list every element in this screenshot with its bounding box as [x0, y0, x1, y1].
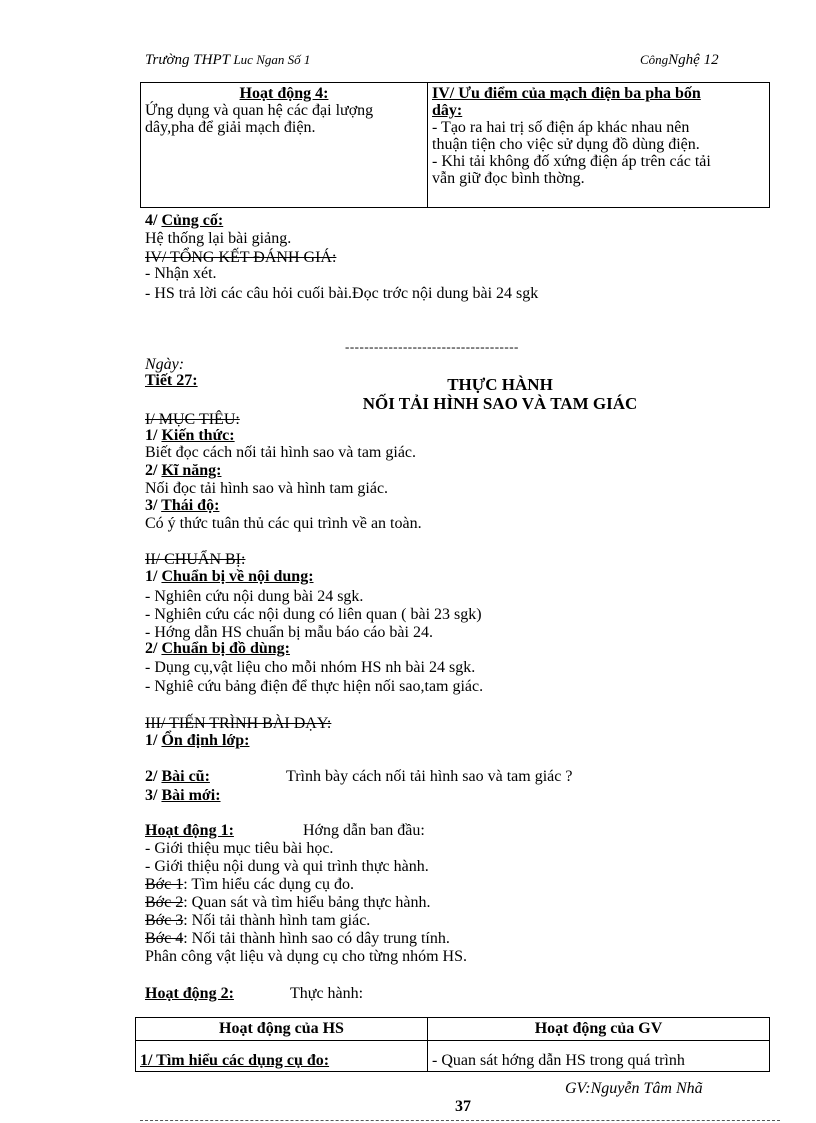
kien-thuc-text: Biết đọc cách nối tải hình sao và tam giác. — [145, 444, 417, 461]
bai-cu-text: Trình bày cách nối tải hình sao và tam giác ? — [286, 768, 573, 785]
advantages-line: thuận tiện cho việc sử dụng đồ dùng điện. — [432, 136, 700, 153]
hd1-step — [145, 930, 450, 948]
bai-cu-prefix: 2/ — [145, 768, 162, 785]
ki-nang-prefix: 2/ — [145, 462, 162, 479]
chuan-bi-dd-prefix: 2/ — [145, 640, 162, 657]
top-table-left — [141, 83, 428, 208]
hd2-row1-right: - Quan sát hớng dẫn HS trong quá trình — [432, 1052, 685, 1069]
on-dinh-prefix: 1/ — [145, 732, 162, 749]
hd2-col-gv: Hoạt động của GV — [428, 1018, 770, 1041]
hd2-title: Thực hành: — [290, 985, 364, 1002]
chuan-bi-nd-prefix: 1/ — [145, 568, 162, 585]
bai-moi-prefix: 3/ — [145, 787, 162, 804]
hd1-step — [145, 912, 370, 930]
bai-cu-heading — [145, 768, 210, 786]
header-school — [145, 52, 310, 69]
muc-tieu-heading: I/ MỤC TIÊU: — [145, 411, 240, 428]
footer-rule — [140, 1120, 780, 1121]
bai-cu-label: Bài cũ: — [161, 768, 210, 785]
period-label: Tiết 27: — [145, 372, 198, 389]
tong-ket-line: - HS trả lời các câu hỏi cuối bài.Đọc trớc nội dung bài 24 sgk — [145, 285, 539, 302]
cung-co-prefix: 4/ — [145, 212, 162, 229]
header-school-name: Luc Ngan Số 1 — [233, 52, 311, 67]
chuan-bi-nd-heading — [145, 568, 314, 586]
hd2-row1-left-cell — [136, 1041, 428, 1072]
tong-ket-heading: IV/ TỔNG KẾT ĐÁNH GIÁ: — [145, 249, 337, 266]
hd1-step-label: Bớc 1 — [145, 876, 184, 893]
thai-do-text: Có ý thức tuân thủ các qui trình về an toàn. — [145, 515, 422, 532]
advantages-heading-2: dây: — [432, 102, 463, 119]
hd1-step-label: Bớc 3 — [145, 912, 184, 929]
on-dinh-label: Ổn định lớp: — [161, 732, 250, 749]
hd1-step-label: Bớc 2 — [145, 894, 184, 911]
header-school-label: Trường THPT — [145, 52, 230, 68]
thai-do-prefix: 3/ — [145, 497, 162, 514]
hd1-line: - Giới thiệu nội dung và qui trình thực hành. — [145, 858, 429, 875]
chuan-bi-nd-label: Chuẩn bị về nội dung: — [161, 568, 314, 585]
chuan-bi-dd-heading — [145, 640, 290, 658]
chuan-bi-nd-line: - Nghiên cứu nội dung bài 24 sgk. — [145, 588, 364, 605]
top-table — [140, 82, 770, 208]
kien-thuc-prefix: 1/ — [145, 427, 162, 444]
separator: ------------------------------------ — [345, 339, 519, 354]
date-label: Ngày: — [145, 356, 185, 373]
ki-nang-text: Nối đọc tải hình sao và hình tam giác. — [145, 480, 389, 497]
header-subject-2: Nghệ 12 — [668, 52, 719, 68]
thai-do-label: Thái độ: — [161, 497, 220, 514]
header-subject — [640, 52, 719, 69]
tong-ket-line: - Nhận xét. — [145, 265, 217, 282]
chuan-bi-nd-line: - Nghiên cứu các nội dung có liên quan ( bài 23 sgk) — [145, 606, 482, 623]
hd1-step — [145, 894, 431, 912]
hd1-step-text: : Nối tải thành hình sao có dây trung tính. — [183, 930, 450, 947]
chuan-bi-heading: II/ CHUẨN BỊ: — [145, 551, 246, 568]
hd1-step-label: Bớc 4 — [145, 930, 184, 947]
hd1-step-text: : Tìm hiểu các dụng cụ đo. — [183, 876, 355, 893]
footer-author: GV:Nguyễn Tâm Nhã — [565, 1080, 703, 1097]
advantages-line: vẫn giữ đọc bình thờng. — [432, 170, 585, 187]
hd2-heading: Hoạt động 2: — [145, 985, 234, 1002]
ki-nang-label: Kĩ năng: — [161, 462, 222, 479]
tien-trinh-heading: III/ TIẾN TRÌNH BÀI DẠY: — [145, 715, 332, 732]
lesson-title-1: THỰC HÀNH — [447, 375, 553, 394]
kien-thuc-heading — [145, 427, 235, 445]
hd4-text2: dây,pha để giải mạch điện. — [145, 119, 316, 136]
thai-do-heading — [145, 497, 219, 515]
advantages-heading: IV/ Ưu điểm của mạch điện ba pha bốn — [432, 85, 701, 102]
kien-thuc-label: Kiến thức: — [161, 427, 235, 444]
on-dinh-heading — [145, 732, 249, 750]
hd2-row1-left: 1/ Tìm hiểu các dụng cụ đo: — [140, 1052, 330, 1069]
hd1-step — [145, 876, 354, 894]
header-subject-1: Công — [640, 52, 669, 67]
hd1-step-text: : Nối tải thành hình tam giác. — [183, 912, 371, 929]
hd2-col-hs: Hoạt động của HS — [136, 1018, 428, 1041]
hd1-heading: Hoạt động 1: — [145, 822, 234, 839]
hd4-text1: Ứng dụng và quan hệ các đại lượng — [145, 102, 374, 119]
hd1-step-text: : Quan sát và tìm hiểu bảng thực hành. — [183, 894, 431, 911]
chuan-bi-dd-label: Chuẩn bị đồ dùng: — [161, 640, 290, 657]
hd1-line: - Giới thiệu mục tiêu bài học. — [145, 840, 334, 857]
ki-nang-heading — [145, 462, 221, 480]
cung-co-label: Củng cố: — [161, 212, 224, 229]
advantages-line: - Khi tải không đố xứng điện áp trên các tải — [432, 153, 711, 170]
lesson-title-2: NỐI TẢI HÌNH SAO VÀ TAM GIÁC — [362, 394, 638, 413]
bai-moi-label: Bài mới: — [161, 787, 221, 804]
top-table-right — [428, 83, 770, 208]
advantages-line: - Tạo ra hai trị số điện áp khác nhau nên — [432, 119, 690, 136]
chuan-bi-dd-line: - Nghiê cứu bảng điện để thực hiện nối sao,tam giác. — [145, 678, 484, 695]
chuan-bi-dd-line: - Dụng cụ,vật liệu cho mỗi nhóm HS nh bài 24 sgk. — [145, 659, 476, 676]
hd4-heading: Hoạt động 4: — [239, 85, 329, 102]
cung-co-heading — [145, 212, 223, 230]
hd2-table — [135, 1017, 770, 1072]
hd1-assign: Phân công vật liệu và dụng cụ cho từng nhóm HS. — [145, 948, 467, 965]
cung-co-text: Hệ thống lại bài giảng. — [145, 230, 292, 247]
hd2-row1-right-cell — [428, 1041, 770, 1072]
bai-moi-heading — [145, 787, 221, 805]
chuan-bi-nd-line: - Hớng dẫn HS chuẩn bị mẫu báo cáo bài 24. — [145, 624, 433, 641]
hd1-title: Hớng dẫn ban đầu: — [303, 822, 425, 839]
page-number: 37 — [455, 1098, 471, 1115]
